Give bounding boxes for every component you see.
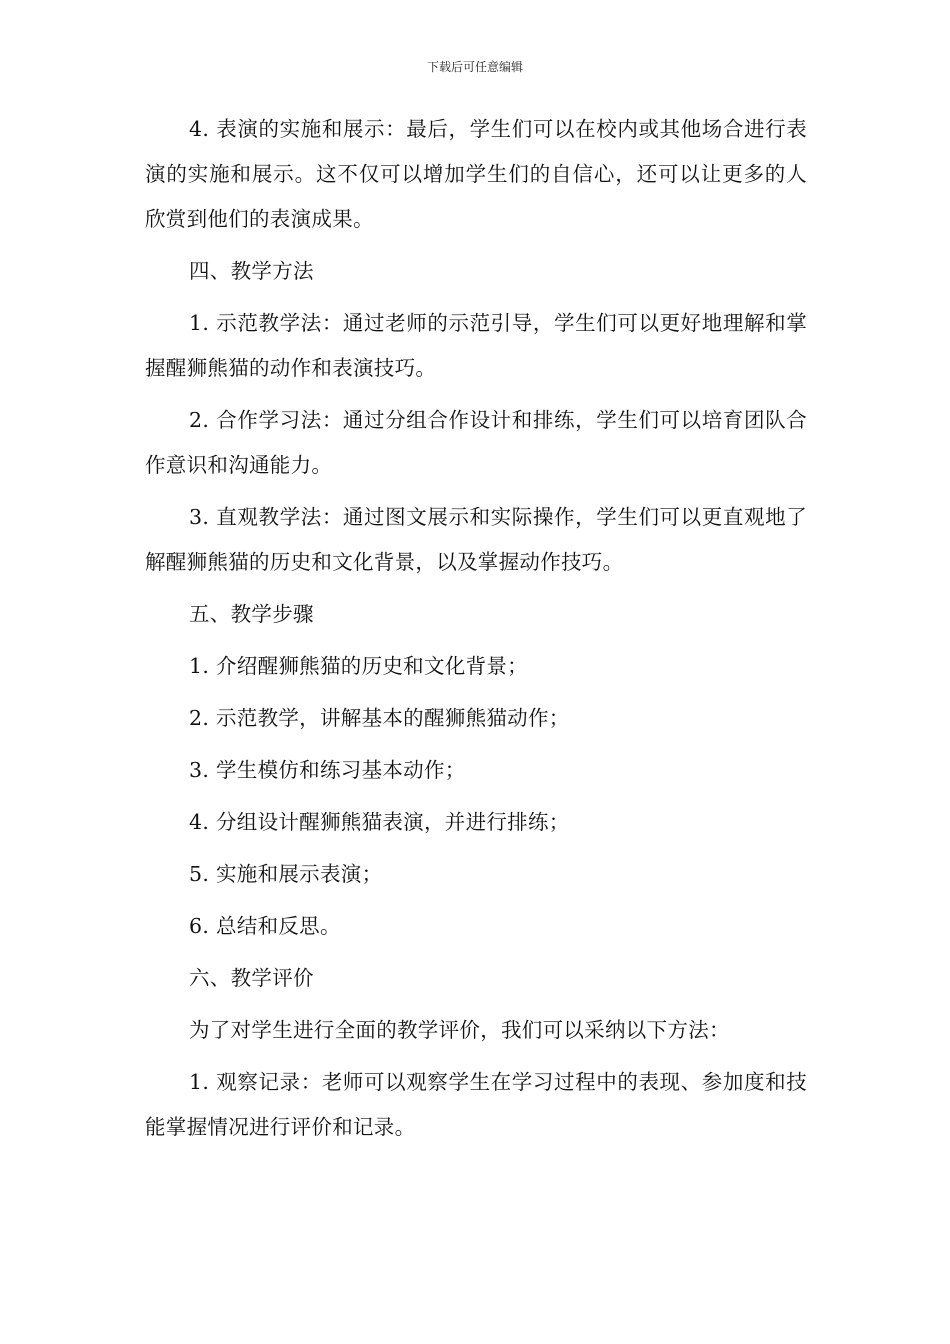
step-item-4: 4. 分组设计醒狮熊猫表演，并进行排练；: [189, 810, 570, 834]
paragraph-observation-record: 1. 观察记录：老师可以观察学生在学习过程中的表现、参加度和技能掌握情况进行评价和记录。: [145, 1070, 807, 1139]
step-item-6: 6. 总结和反思。: [189, 914, 341, 938]
paragraph-evaluation-intro: 为了对学生进行全面的教学评价，我们可以采纳以下方法：: [189, 1018, 730, 1042]
paragraph-intuitive-teaching: 3. 直观教学法：通过图文展示和实际操作，学生们可以更直观地了解醒狮熊猫的历史和文化背景，以及掌握动作技巧。: [145, 505, 807, 574]
section-heading-teaching-steps: 五、教学步骤: [189, 602, 314, 626]
step-item-3: 3. 学生模仿和练习基本动作；: [189, 758, 466, 782]
section-heading-teaching-methods: 四、教学方法: [189, 259, 314, 283]
paragraph-cooperative-learning: 2. 合作学习法：通过分组合作设计和排练，学生们可以培育团队合作意识和沟通能力。: [145, 408, 807, 477]
paragraph-demonstration-method: 1. 示范教学法：通过老师的示范引导，学生们可以更好地理解和掌握醒狮熊猫的动作和表演技巧。: [145, 311, 807, 380]
page-header: 下载后可任意编辑: [426, 60, 523, 74]
step-item-5: 5. 实施和展示表演；: [189, 862, 383, 886]
step-item-1: 1. 介绍醒狮熊猫的历史和文化背景；: [189, 654, 528, 678]
paragraph-performance-implementation: 4. 表演的实施和展示：最后，学生们可以在校内或其他场合进行表演的实施和展示。这不仅可以增加学生们的自信心，还可以让更多的人欣赏到他们的表演成果。: [145, 117, 807, 231]
document-body: [145, 107, 807, 1150]
section-heading-teaching-evaluation: 六、教学评价: [189, 966, 314, 990]
step-item-2: 2. 示范教学，讲解基本的醒狮熊猫动作；: [189, 706, 570, 730]
